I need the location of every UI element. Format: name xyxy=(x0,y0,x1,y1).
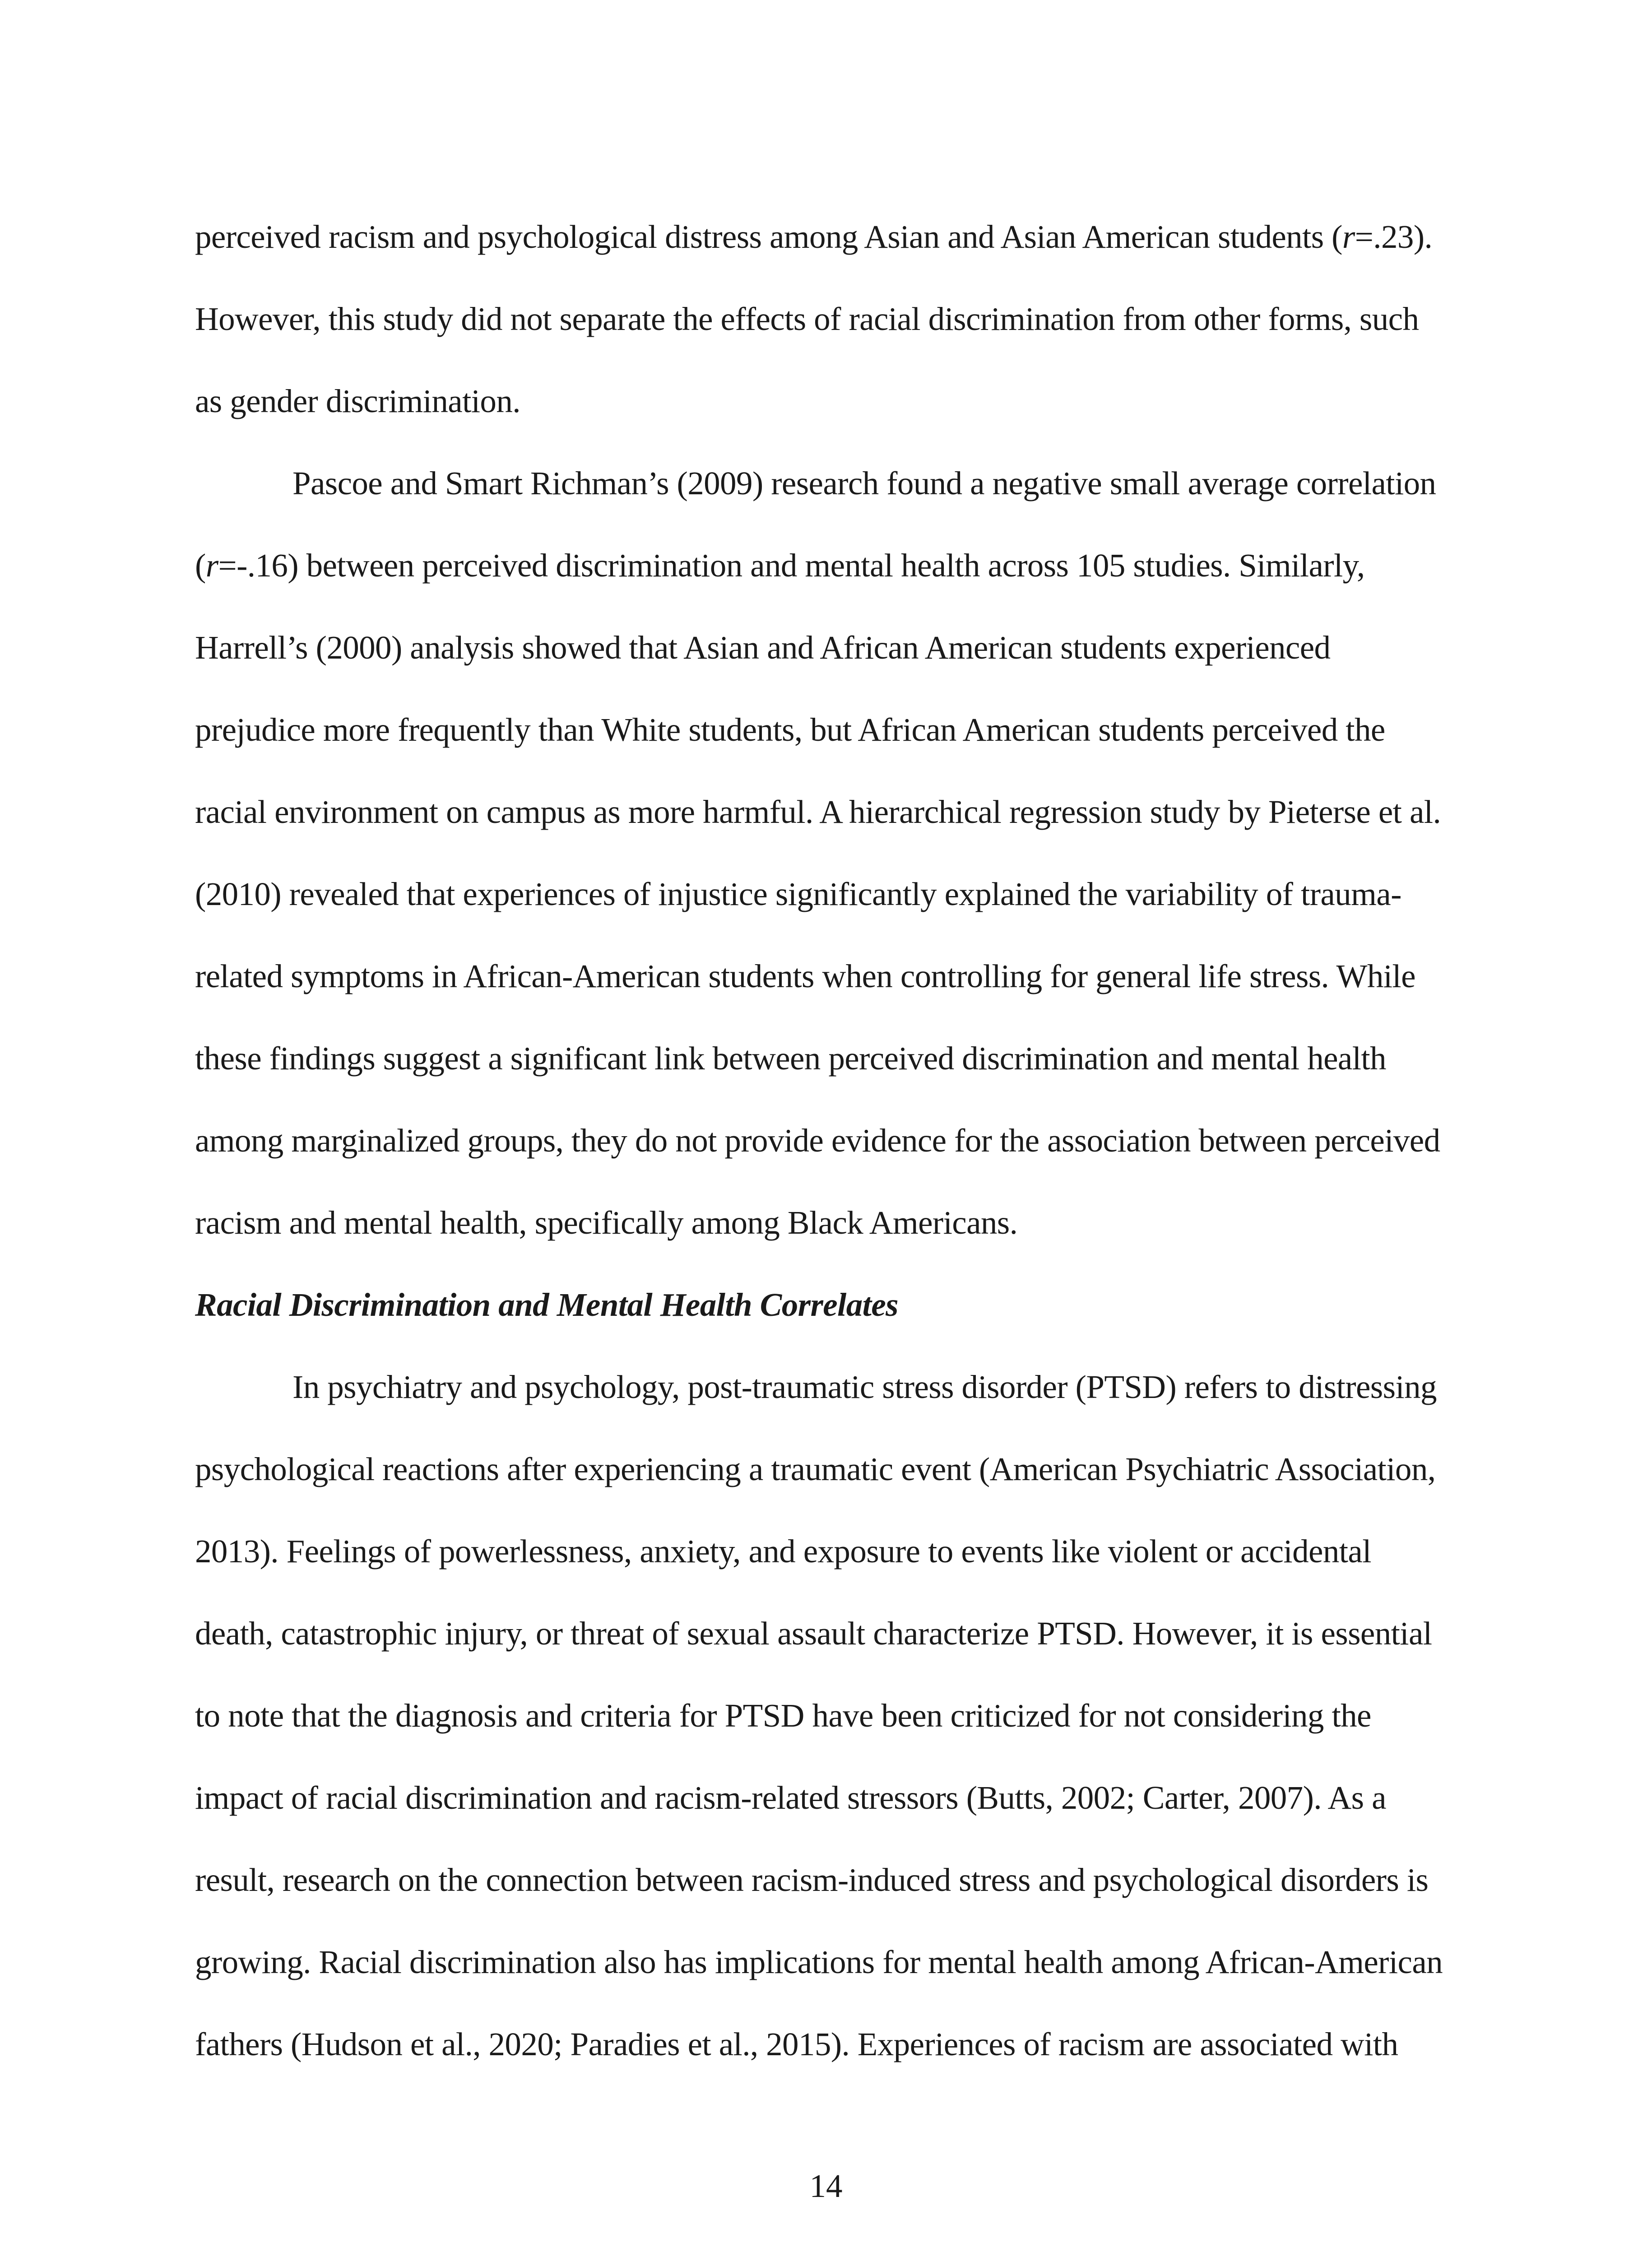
text-line: psychological reactions after experiencing a traumatic event (American Psychiatric Association, xyxy=(195,1451,1436,1487)
text-line: (2010) revealed that experiences of injustice significantly explained the variability of trauma- xyxy=(195,876,1401,912)
text-line: these findings suggest a significant link between perceived discrimination and mental health xyxy=(195,1040,1386,1077)
text-line: In psychiatry and psychology, post-traumatic stress disorder (PTSD) refers to distressing xyxy=(292,1369,1437,1405)
text-line: impact of racial discrimination and racism-related stressors (Butts, 2002; Carter, 2007). As a xyxy=(195,1779,1386,1816)
text-line: related symptoms in African-American students when controlling for general life stress. While xyxy=(195,958,1415,994)
text-line: Pascoe and Smart Richman’s (2009) research found a negative small average correlation xyxy=(292,465,1436,502)
text-line: prejudice more frequently than White students, but African American students perceived the xyxy=(195,711,1385,748)
page-number: 14 xyxy=(809,2168,843,2204)
text-line: to note that the diagnosis and criteria for PTSD have been criticized for not considering the xyxy=(195,1697,1371,1734)
text-line: However, this study did not separate the effects of racial discrimination from other forms, such xyxy=(195,301,1419,337)
text-line: Harrell’s (2000) analysis showed that Asian and African American students experienced xyxy=(195,629,1331,666)
section-heading: Racial Discrimination and Mental Health Correlates xyxy=(195,1286,898,1323)
text-line: as gender discrimination. xyxy=(195,383,520,419)
text-line: growing. Racial discrimination also has implications for mental health among African-American xyxy=(195,1944,1443,1980)
text-line: 2013). Feelings of powerlessness, anxiety, and exposure to events like violent or accidental xyxy=(195,1533,1371,1570)
text-line: racial environment on campus as more harmful. A hierarchical regression study by Pieterse et al. xyxy=(195,794,1441,830)
text-line: death, catastrophic injury, or threat of sexual assault characterize PTSD. However, it is essential xyxy=(195,1615,1432,1652)
text-line: perceived racism and psychological distress among Asian and Asian American students (r=.23). xyxy=(195,218,1433,255)
text-line: result, research on the connection between racism-induced stress and psychological disorders is xyxy=(195,1862,1429,1898)
text-line: fathers (Hudson et al., 2020; Paradies et al., 2015). Experiences of racism are associated with xyxy=(195,2026,1398,2062)
text-line: (r=-.16) between perceived discrimination and mental health across 105 studies. Similarly, xyxy=(195,547,1365,584)
text-line: racism and mental health, specifically among Black Americans. xyxy=(195,1204,1018,1241)
text-line: among marginalized groups, they do not provide evidence for the association between perceived xyxy=(195,1122,1440,1159)
